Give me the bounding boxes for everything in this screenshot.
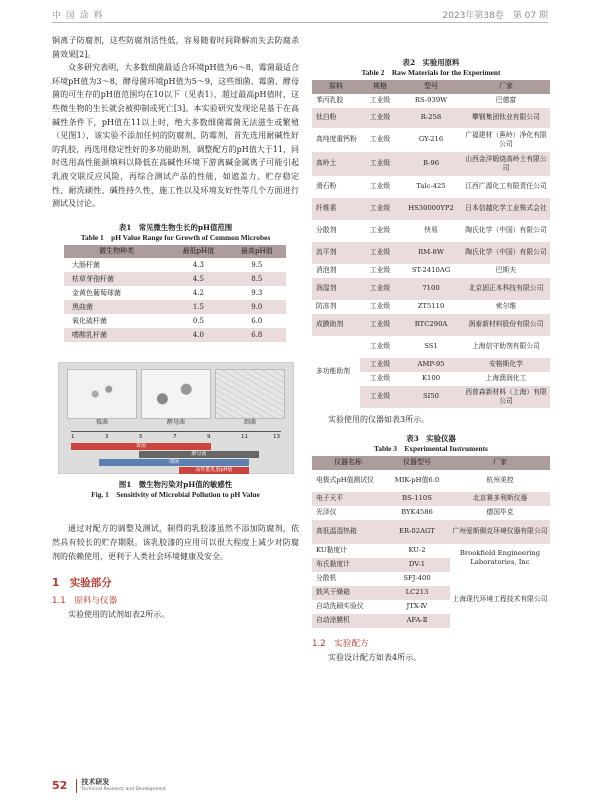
scale-tick: 1 (71, 434, 75, 441)
table-cell: 滑石粉 (316, 182, 337, 191)
table-cell: 工业级 (369, 182, 391, 191)
table-row (312, 176, 550, 198)
mold-photo (67, 369, 137, 426)
table-row (312, 520, 550, 544)
table-row (312, 278, 550, 300)
table-cell: Brookfield Engineering Laboratories, Inc (459, 549, 541, 566)
table-cell: 9.3 (251, 288, 263, 297)
table-cell: LC213 (384, 586, 450, 600)
table-cell: 0.5 (192, 316, 205, 325)
table3 (312, 456, 550, 628)
table-row (64, 286, 286, 300)
table-cell: 德国毕克 (486, 508, 514, 517)
table-cell: 成膜助剂 (312, 314, 360, 336)
table3-caption-en: Table 3 Experimental Instruments (374, 444, 488, 454)
table-cell: 高纯度重钙粉 (316, 135, 357, 144)
table-cell: 布氏黏度计 (312, 558, 384, 572)
table-cell: 杭州美控 (486, 476, 514, 485)
table-cell: 电极式pH值测试仪 (316, 476, 374, 485)
header-rule (52, 22, 548, 23)
table-cell: 工业级 (369, 135, 391, 144)
paragraph: 铜离子防腐剂，这些防腐剂活性低，容易随着时间降解而失去防腐杀菌效果[2]。 (52, 36, 299, 59)
table-row (312, 492, 550, 506)
table-cell: 4.5 (169, 272, 227, 286)
ph-scale (71, 431, 281, 439)
table-cell: 4.2 (192, 288, 205, 297)
table-cell: 上海信守助剂有限公司 (472, 342, 540, 351)
table-header-cell: 仪器型号 (384, 456, 450, 470)
table-cell: 4.3 (192, 260, 205, 269)
paragraph: 实验使用的试剂如表2所示。 (68, 610, 170, 620)
footer-section (76, 779, 165, 793)
table-cell: 山西金洋煅烧高岭土有限公司 (462, 152, 550, 176)
table-header-cell: 厂家 (450, 456, 550, 470)
table-row (312, 220, 550, 242)
table-cell: 上海现代环境工程技术有限公司 (452, 595, 548, 604)
table-cell: RTC290A (400, 314, 462, 336)
table-cell: 自动涂膜机 (312, 614, 384, 628)
table-cell: 电子天平 (312, 492, 384, 506)
table-cell: 鼓风干燥箱 (312, 586, 384, 600)
subsection-heading: 1.2 实验配方 (312, 638, 369, 649)
table-cell: 陶氏化学（中国）有限公司 (462, 242, 550, 264)
table-cell: 工业级 (369, 342, 391, 351)
paragraph: 实验使用的仪器如表3所示。 (328, 414, 430, 424)
table-cell: K100 (421, 374, 441, 383)
table-cell: 工业级 (360, 358, 400, 372)
table-row (64, 314, 286, 328)
table-cell: 高低温湿热箱 (312, 520, 384, 544)
left-column (52, 34, 299, 622)
figure1-image (58, 362, 294, 474)
table-cell: 工业级 (360, 386, 400, 408)
table-cell: 黑曲菌 (64, 300, 169, 314)
table-cell: 工业级 (360, 278, 400, 300)
table-cell: 西普森新材料（上海）有限公司 (462, 386, 550, 408)
table-cell: 分散剂 (316, 226, 337, 235)
table-cell: 嗜酸乳杆菌 (64, 328, 169, 342)
footer-title: 技术研发 (81, 777, 110, 786)
table-cell: 工业级 (369, 266, 391, 275)
table-cell: 4.0 (169, 328, 227, 342)
scale-tick: 13 (273, 434, 280, 441)
table-cell: 索尔维 (495, 302, 517, 311)
table-row (312, 300, 550, 314)
figure1-caption-en: Fig. 1 Sensitivity of Microbial Pollution to pH Value (91, 490, 260, 500)
table-cell: 工业级 (369, 374, 391, 383)
table-cell: 工业级 (360, 314, 400, 336)
table-cell: 防冻剂 (316, 302, 337, 311)
table-cell: GY-216 (418, 135, 444, 144)
bacteria-photo (215, 369, 285, 426)
table-header-cell: 规格 (360, 80, 400, 94)
subsection-heading: 1.1 原料与仪器 (52, 595, 118, 606)
table-cell: ER-02AGT (384, 520, 450, 544)
table-cell: SS1 (424, 342, 438, 351)
yeast-range-bar: 酵母菌 (139, 451, 259, 458)
photo-label: 酵母菌 (166, 418, 185, 426)
scale-tick: 3 (105, 434, 109, 441)
scale-tick: 11 (241, 434, 248, 441)
table-cell: 润湿剂 (312, 278, 360, 300)
table-cell: ST-2410AG (411, 266, 451, 275)
table-cell: KU-2 (408, 546, 426, 555)
table-header-cell: 微生物种类 (64, 245, 169, 259)
table1-caption-en: Table 1 pH Value Range for Growth of Common Microbes (80, 232, 271, 242)
photo-label: 霉菌 (95, 418, 108, 426)
table2-caption-cn: 表2 实验用原料 (402, 58, 460, 67)
paragraph: 众多研究表明，大多数细菌最适合环境pH值为6～8，霉菌最适合环境pH值为3～8，酵母菌环境pH值为5～9，这些细菌、霉菌、酵母菌的可生存的pH值范围均在10以下（见表1），超过最高pH值时，这些微生物的生长就会被抑制或死亡[3]。本实验研究发现论是基于在高碱性条件下，pH值在11以上时，绝大多数细菌霉菌无法滋生或繁殖（见图1），该实验不添加任何的防腐剂、防霉剂，首先选用耐碱性好的乳胶，再选用稳定性好的多功能助剂，调整配方的pH值大于11，同时选用高性能颜填料以降低在高碱性环境下游离碱金属离子可能引起乳液交联反应风险，再综合测试产品的性能，如遮盖力、贮存稳定性、耐洗刷性、碱性持久性、施工性以及环境友好性等几个方面进行测试及讨论。 (52, 63, 299, 209)
table-cell: 巴斯夫 (495, 266, 517, 275)
table-cell: 巴德富 (495, 96, 517, 105)
table-row (312, 314, 550, 336)
table-cell: 广福建材（蕉岭）净化有限公司 (465, 131, 547, 148)
table-cell: AFA-Ⅱ (384, 614, 450, 628)
table-row (312, 544, 550, 558)
scale-tick: 5 (139, 434, 143, 441)
table-cell: 上海澳润化工 (485, 374, 527, 383)
table3-caption-cn: 表3 实验仪器 (406, 434, 456, 444)
table-cell: 9.5 (251, 260, 263, 269)
table-cell: Talc-425 (416, 182, 446, 191)
journal-name: 中 国 涂 料 (52, 11, 104, 21)
table-cell: 1.5 (169, 300, 227, 314)
table-cell: 快易 (424, 226, 438, 235)
table-cell: 6.8 (228, 328, 286, 342)
table-cell: ZT5110 (417, 302, 445, 311)
table-cell: SFJ-400 (403, 574, 431, 583)
table-cell: DV-1 (384, 558, 450, 572)
table-cell: 枯草芽孢杆菌 (64, 272, 169, 286)
bacteria-range-bar: 细菌 (99, 459, 249, 466)
table-header-cell: 最低pH值 (169, 245, 227, 259)
table-cell: MIK-pH值6.0 (394, 476, 440, 485)
table-row (312, 470, 550, 492)
table-row (312, 128, 550, 152)
table-cell: 消泡剂 (316, 266, 337, 275)
table-row (64, 300, 286, 314)
table-row (312, 94, 550, 108)
paragraph: 通过对配方的调整及测试，制得的乳胶漆虽然不添加防腐剂，依然具有较长的贮存期限。该乳胶漆的应用可以很大程度上减少对防腐剂的依赖使用，更利于人类社会环境健康及安全。 (52, 524, 299, 561)
table-row (312, 506, 550, 520)
table-cell: BS-110S (384, 492, 450, 506)
table-cell: 北京赛多利斯仪器 (450, 492, 550, 506)
table-cell: 氧化硫杆菌 (72, 316, 107, 325)
table-cell: 北京固正本科技有限公司 (462, 278, 550, 300)
table-header-cell: 最高pH值 (228, 245, 286, 259)
table-cell: 陶氏化学（中国）有限公司 (465, 226, 547, 235)
table-header-cell: 原料 (312, 80, 360, 94)
section-heading: 1 实验部分 (52, 577, 112, 590)
issue-info: 2023年第38卷 第 07 期 (442, 11, 548, 21)
right-column (312, 34, 550, 665)
table-cell: B-96 (400, 152, 462, 176)
table-cell: 高岭土 (312, 152, 360, 176)
table-cell: JTX-Ⅳ (406, 602, 428, 611)
mold-range-bar: 霉菌 (71, 443, 211, 450)
table-cell: 工业级 (360, 152, 400, 176)
table-row (312, 336, 550, 358)
table-cell: 金黄色葡萄球菌 (72, 288, 121, 297)
latex-ph-bar: 高性能乳胶pH值 (179, 467, 249, 474)
table-cell: 工业级 (360, 198, 400, 220)
table-cell: KU黏度计 (316, 546, 347, 555)
table-row (312, 152, 550, 176)
table-cell: 工业级 (360, 242, 400, 264)
table-header-cell: 厂家 (462, 80, 550, 94)
table2-caption-en: Table 2 Raw Materials for the Experiment (361, 68, 501, 77)
table-cell: RS-939W (414, 96, 448, 105)
yeast-photo (141, 369, 211, 426)
table-cell: 润泰新材料股份有限公司 (462, 314, 550, 336)
table-cell: 工业级 (369, 302, 391, 311)
table1 (64, 245, 286, 343)
table-cell: 分散机 (316, 574, 337, 583)
table-cell: 日本信越化学工业株式会社 (462, 198, 550, 220)
table-cell: 钛白粉 (312, 108, 360, 128)
table-cell: 苯丙乳胶 (316, 96, 344, 105)
table-cell: 工业级 (369, 226, 391, 235)
table-cell: 工业级 (369, 96, 391, 105)
table-cell: 6.0 (251, 316, 263, 325)
table1-caption-cn: 表1 常见微生物生长的pH值范围 (118, 222, 233, 232)
table-cell: 7100 (400, 278, 462, 300)
table-row (312, 242, 550, 264)
paragraph: 实验设计配方如表4所示。 (328, 653, 422, 663)
table-cell: HS30000YP2 (400, 198, 462, 220)
table-row (64, 258, 286, 272)
running-header (52, 8, 548, 22)
table-row (312, 108, 550, 128)
table-cell: 自动洗刷实验仪 (316, 602, 364, 611)
table-cell: 大肠杆菌 (72, 260, 100, 269)
table-row (64, 328, 286, 342)
table-cell: RM-8W (400, 242, 462, 264)
table-cell: 广州爱斯佩克环境仪器有限公司 (450, 520, 550, 544)
table-cell: 9.0 (228, 300, 286, 314)
scale-tick: 9 (207, 434, 211, 441)
table-cell: AMP-95 (400, 358, 462, 372)
page-number: 52 (52, 779, 68, 792)
table-cell: 8.5 (228, 272, 286, 286)
table-row (312, 572, 550, 586)
figure1-caption-cn: 图1 微生物污染对pH值的敏感性 (118, 480, 233, 490)
table-cell: 攀钢集团钛业有限公司 (462, 108, 550, 128)
table-header-cell: 型号 (400, 80, 462, 94)
table-cell: 工业级 (360, 108, 400, 128)
table-row (312, 198, 550, 220)
table2 (312, 80, 550, 408)
table-cell: SI50 (400, 386, 462, 408)
page-footer (52, 775, 166, 794)
table-cell: BYK4586 (401, 508, 433, 517)
footer-title-en: Technical Research and Development (81, 786, 166, 792)
table-cell: 流平剂 (312, 242, 360, 264)
table-cell: 江西广源化工有限责任公司 (465, 182, 547, 191)
table-row (312, 264, 550, 278)
photo-label: 细菌 (243, 418, 256, 426)
table-cell: R-258 (400, 108, 462, 128)
table-header-cell: 仪器名称 (312, 456, 384, 470)
table-row (64, 272, 286, 286)
table-cell: 光泽仪 (316, 508, 337, 517)
table-cell: 多功能助剂 (316, 367, 350, 376)
table-cell: 纤维素 (312, 198, 360, 220)
table-cell: 安格斯化学 (462, 358, 550, 372)
scale-tick: 7 (173, 434, 177, 441)
